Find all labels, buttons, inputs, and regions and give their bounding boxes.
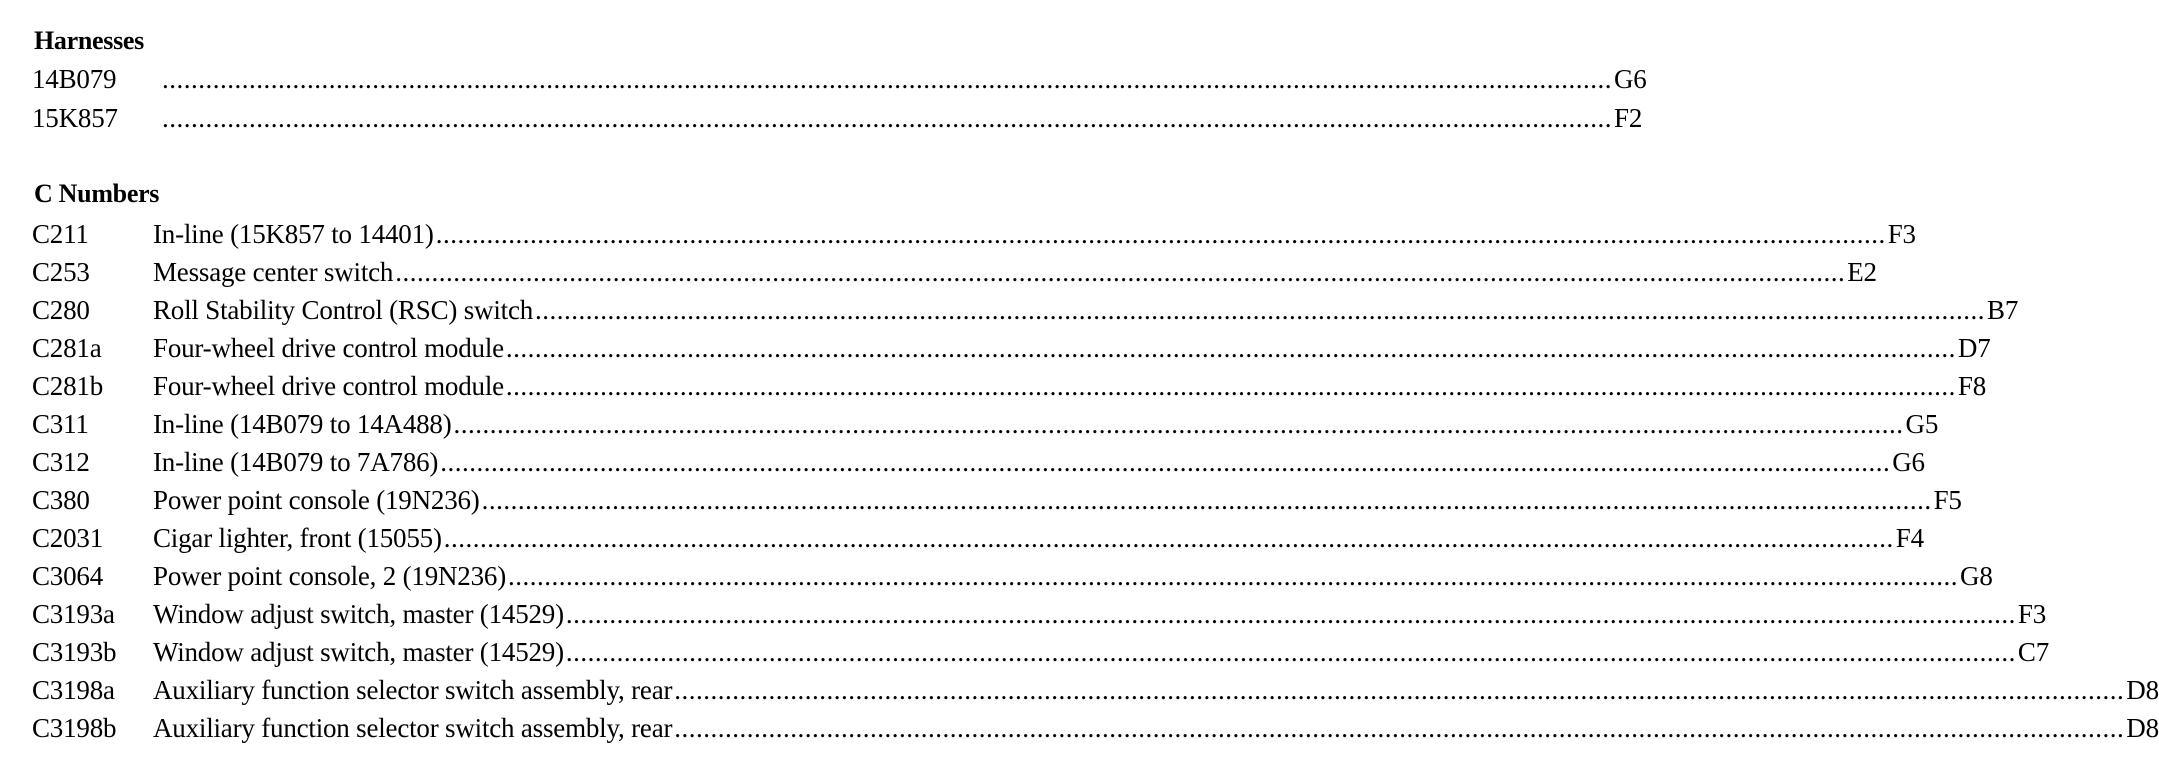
connector-grid-location: C7: [2017, 637, 2050, 667]
connector-code: C2031: [32, 523, 104, 553]
connector-row: [32, 329, 1991, 367]
connector-row: [32, 405, 1939, 443]
connector-entry: [153, 481, 1962, 519]
harness-entry: [160, 60, 1647, 98]
connector-code: C3064: [32, 561, 104, 591]
dot-leader: ........................................................................................................................................................................................................: [505, 333, 1956, 363]
connector-grid-location: D7: [1957, 333, 1991, 363]
connector-grid-location: B7: [1987, 295, 2019, 325]
connector-code: C3193b: [32, 637, 117, 667]
connector-code: C281a: [32, 333, 102, 363]
connector-entry: [153, 709, 2159, 747]
dot-leader: ........................................................................................................................................................................................................: [440, 447, 1891, 477]
connector-code: C3198b: [32, 713, 117, 743]
dot-leader: ........................................................................................................................................................................................................: [435, 219, 1886, 249]
connector-row: [32, 557, 1993, 595]
connector-description: Power point console, 2 (19N236): [153, 561, 507, 591]
connector-entry: [153, 367, 1987, 405]
connector-entry: [153, 519, 1924, 557]
harness-row: [32, 99, 1643, 137]
dot-leader: ........................................................................................................................................................................................................: [565, 599, 2016, 629]
connector-entry: [153, 215, 1916, 253]
connector-grid-location: F3: [1887, 219, 1916, 249]
connector-row: [32, 215, 1916, 253]
harnesses-heading: Harnesses: [34, 26, 144, 55]
connector-description: Window adjust switch, master (14529): [153, 599, 564, 629]
connector-grid-location: G6: [1892, 447, 1925, 477]
c-numbers-heading: C Numbers: [34, 179, 160, 208]
connector-description: In-line (15K857 to 14401): [153, 219, 434, 249]
connector-entry: [153, 253, 1877, 291]
connector-row: [32, 595, 2047, 633]
connector-row: [32, 253, 1877, 291]
connector-row: [32, 443, 1925, 481]
connector-entry: [153, 633, 2050, 671]
dot-leader: ........................................................................................................................................................................................................: [674, 675, 2125, 705]
connector-row: [32, 671, 2159, 709]
dot-leader: ........................................................................................................................................................................................................: [505, 371, 1956, 401]
connector-row: [32, 709, 2159, 747]
harness-entry: [160, 99, 1643, 137]
dot-leader: ........................................................................................................................................................................................................: [443, 523, 1894, 553]
connector-code: C3193a: [32, 599, 115, 629]
connector-code: C281b: [32, 371, 104, 401]
connector-description: Roll Stability Control (RSC) switch: [153, 295, 534, 325]
connector-description: In-line (14B079 to 14A488): [153, 409, 452, 439]
connector-entry: [153, 291, 2019, 329]
connector-description: Window adjust switch, master (14529): [153, 637, 564, 667]
connector-description: Cigar lighter, front (15055): [153, 523, 442, 553]
connector-row: [32, 291, 2019, 329]
dot-leader: ........................................................................................................................................................................................................: [162, 103, 1612, 133]
connector-entry: [153, 671, 2159, 709]
connector-grid-location: F8: [1957, 371, 1987, 401]
connector-code: C280: [32, 295, 90, 325]
connector-code: C312: [32, 447, 90, 477]
connector-row: [32, 633, 2050, 671]
connector-description: Four-wheel drive control module: [153, 371, 504, 401]
harness-grid-location: G6: [1614, 64, 1647, 94]
harness-code: 14B079: [32, 64, 117, 94]
dot-leader: ........................................................................................................................................................................................................: [481, 485, 1932, 515]
harness-row: [32, 60, 1647, 98]
connector-description: In-line (14B079 to 7A786): [153, 447, 439, 477]
connector-grid-location: F5: [1933, 485, 1962, 515]
connector-entry: [153, 557, 1993, 595]
connector-row: [32, 481, 1962, 519]
dot-leader: ........................................................................................................................................................................................................: [162, 64, 1612, 94]
connector-description: Power point console (19N236): [153, 485, 480, 515]
dot-leader: ........................................................................................................................................................................................................: [453, 409, 1904, 439]
connector-entry: [153, 405, 1939, 443]
connector-code: C253: [32, 257, 90, 287]
connector-grid-location: G8: [1960, 561, 1993, 591]
dot-leader: ........................................................................................................................................................................................................: [565, 637, 2016, 667]
connector-code: C311: [32, 409, 89, 439]
connector-code: C211: [32, 219, 89, 249]
dot-leader: ........................................................................................................................................................................................................: [535, 295, 1986, 325]
connector-description: Auxiliary function selector switch assembly, rear: [153, 675, 673, 705]
connector-entry: [153, 595, 2047, 633]
harness-code: 15K857: [32, 103, 118, 133]
harness-grid-location: F2: [1614, 103, 1643, 133]
connector-grid-location: F3: [2017, 599, 2047, 629]
connector-description: Auxiliary function selector switch assembly, rear: [153, 713, 673, 743]
connector-code: C380: [32, 485, 90, 515]
connector-entry: [153, 329, 1991, 367]
connector-grid-location: D8: [2126, 713, 2159, 743]
connector-code: C3198a: [32, 675, 115, 705]
connector-grid-location: G5: [1905, 409, 1939, 439]
connector-description: Four-wheel drive control module: [153, 333, 504, 363]
dot-leader: ........................................................................................................................................................................................................: [674, 713, 2125, 743]
dot-leader: ........................................................................................................................................................................................................: [508, 561, 1959, 591]
connector-row: [32, 519, 1924, 557]
connector-description: Message center switch: [153, 257, 394, 287]
dot-leader: ........................................................................................................................................................................................................: [395, 257, 1846, 287]
connector-row: [32, 367, 1987, 405]
connector-entry: [153, 443, 1925, 481]
connector-grid-location: E2: [1847, 257, 1877, 287]
connector-grid-location: D8: [2126, 675, 2159, 705]
connector-grid-location: F4: [1895, 523, 1924, 553]
